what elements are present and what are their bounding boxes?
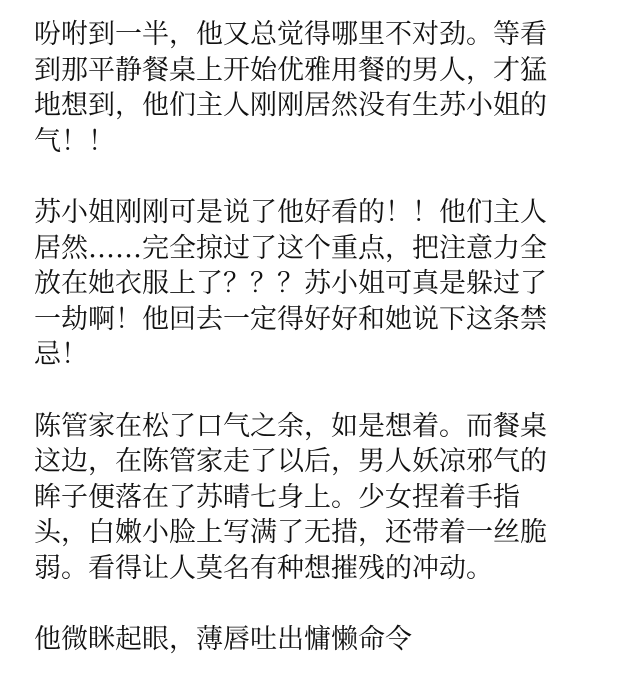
text-line: 头，白嫩小脸上写满了无措，还带着一丝脆 [34,517,547,549]
text-line: 放在她衣服上了？？？苏小姐可真是躲过了 [34,268,547,300]
text-line: 居然……完全掠过了这个重点，把注意力全 [34,232,547,264]
text-line: 吩咐到一半，他又总觉得哪里不对劲。等看 [34,19,547,50]
paragraph-2 [34,195,624,373]
text-line: 忌！ [34,339,88,371]
document-body [34,17,624,693]
text-line: 一劫啊！他回去一定得好好和她说下这条禁 [34,303,547,335]
text-line: 陈管家在松了口气之余，如是想着。而餐桌 [34,410,547,442]
text-line: 弱。看得让人莫名有种想摧残的冲动。 [34,552,493,584]
text-line: 眸子便落在了苏晴七身上。少女捏着手指 [34,481,520,513]
text-line: 他微眯起眼，薄唇吐出慵懒命令 [34,624,412,656]
paragraph-4 [34,622,624,658]
text-line: 这边，在陈管家走了以后，男人妖凉邪气的 [34,446,547,478]
text-line: 气！！ [34,125,115,157]
paragraph-1 [34,17,624,159]
text-line: 地想到，他们主人刚刚居然没有生苏小姐的 [34,90,547,122]
text-line: 到那平静餐桌上开始优雅用餐的男人，才猛 [34,54,547,86]
paragraph-3 [34,409,624,587]
text-line: 苏小姐刚刚可是说了他好看的！！他们主人 [34,196,547,228]
